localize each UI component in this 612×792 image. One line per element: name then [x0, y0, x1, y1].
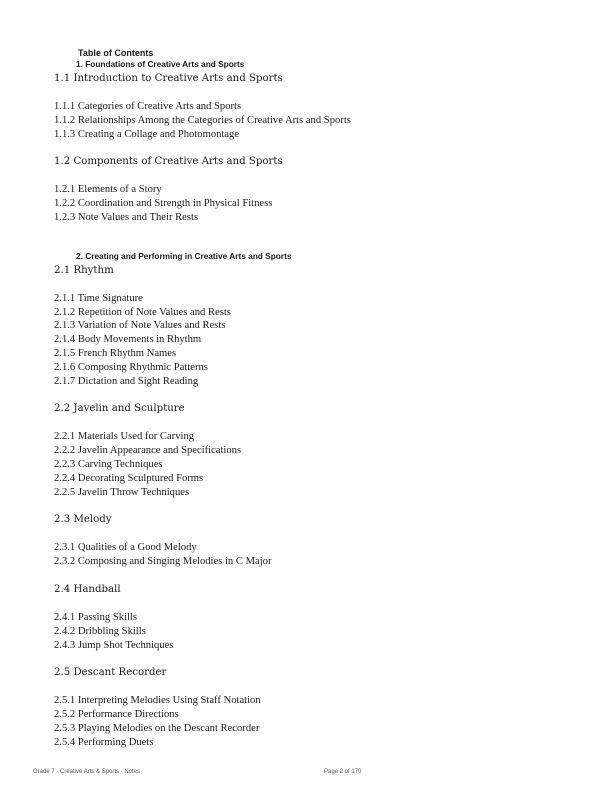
toc-item: 2.2.2 Javelin Appearance and Specifications: [54, 445, 242, 457]
section-title: 2.5 Descant Recorder: [54, 667, 167, 679]
section-title: 2.4 Handball: [54, 583, 121, 595]
toc-item: 2.2.4 Decorating Sculptured Forms: [54, 472, 204, 484]
toc-section-2-2: [54, 402, 584, 499]
table-of-contents: [54, 48, 584, 764]
toc-title: Table of Contents: [78, 48, 154, 58]
toc-item: 2.5.3 Playing Melodies on the Descant Recorder: [54, 722, 260, 734]
section-title: 2.3 Melody: [54, 514, 112, 526]
toc-item: 1.2.1 Elements of a Story: [54, 184, 162, 196]
toc-part-2: [54, 251, 584, 750]
toc-item: 2.1.1 Time Signature: [54, 292, 143, 304]
toc-item: 1.1.3 Creating a Collage and Photomontage: [54, 128, 240, 140]
toc-section-2-5: [54, 666, 584, 749]
toc-item: 2.2.1 Materials Used for Carving: [54, 431, 195, 443]
toc-item: 1.1.2 Relationships Among the Categories of Creative Arts and Sports: [54, 114, 351, 126]
toc-item: 2.1.5 French Rhythm Names: [54, 347, 177, 359]
footer-document-label: Grade 7 · Creative Arts & Sports · Notes: [33, 769, 141, 775]
toc-item: 2.1.4 Body Movements in Rhythm: [54, 334, 202, 346]
toc-item: 2.4.2 Dribbling Skills: [54, 625, 146, 637]
toc-part-1: [54, 59, 584, 225]
footer-page-number: Page 2 of 170: [324, 769, 362, 775]
section-title: 1.1 Introduction to Creative Arts and Sports: [54, 73, 283, 84]
toc-item: 2.5.2 Performance Directions: [54, 709, 179, 721]
toc-item: 1.1.1 Categories of Creative Arts and Sports: [54, 101, 242, 112]
part-title: 1. Foundations of Creative Arts and Sports: [76, 59, 245, 69]
toc-section-1-2: [54, 155, 584, 224]
section-title: 1.2 Components of Creative Arts and Sports: [54, 156, 283, 168]
toc-item: 2.3.1 Qualities of a Good Melody: [54, 542, 197, 554]
toc-item: 2.3.2 Composing and Singing Melodies in C Major: [54, 556, 272, 568]
toc-item: 2.2.3 Carving Techniques: [54, 458, 163, 470]
toc-item: 2.4.3 Jump Shot Techniques: [54, 639, 174, 651]
toc-item: 2.5.1 Interpreting Melodies Using Staff Notation: [54, 695, 261, 707]
toc-section-2-3: [54, 513, 584, 569]
toc-item: 2.1.3 Variation of Note Values and Rests: [54, 320, 226, 332]
toc-item: 2.1.2 Repetition of Note Values and Rests: [54, 306, 231, 318]
toc-section-2-1: [54, 264, 584, 389]
toc-item: 1.2.3 Note Values and Their Rests: [54, 211, 199, 223]
toc-item: 2.5.4 Performing Duets: [54, 736, 154, 748]
section-title: 2.2 Javelin and Sculpture: [54, 403, 185, 415]
toc-item: 2.1.7 Dictation and Sight Reading: [54, 375, 199, 387]
part-title: 2. Creating and Performing in Creative Arts and Sports: [76, 250, 292, 261]
toc-item: 2.1.6 Composing Rhythmic Patterns: [54, 361, 208, 373]
toc-item: 1.2.2 Coordination and Strength in Physical Fitness: [54, 198, 273, 210]
toc-section-2-4: [54, 583, 584, 652]
toc-item: 2.2.5 Javelin Throw Techniques: [54, 486, 190, 498]
toc-item: 2.4.1 Passing Skills: [54, 611, 138, 623]
toc-section-1-1: [54, 72, 584, 141]
section-title: 2.1 Rhythm: [54, 264, 114, 276]
